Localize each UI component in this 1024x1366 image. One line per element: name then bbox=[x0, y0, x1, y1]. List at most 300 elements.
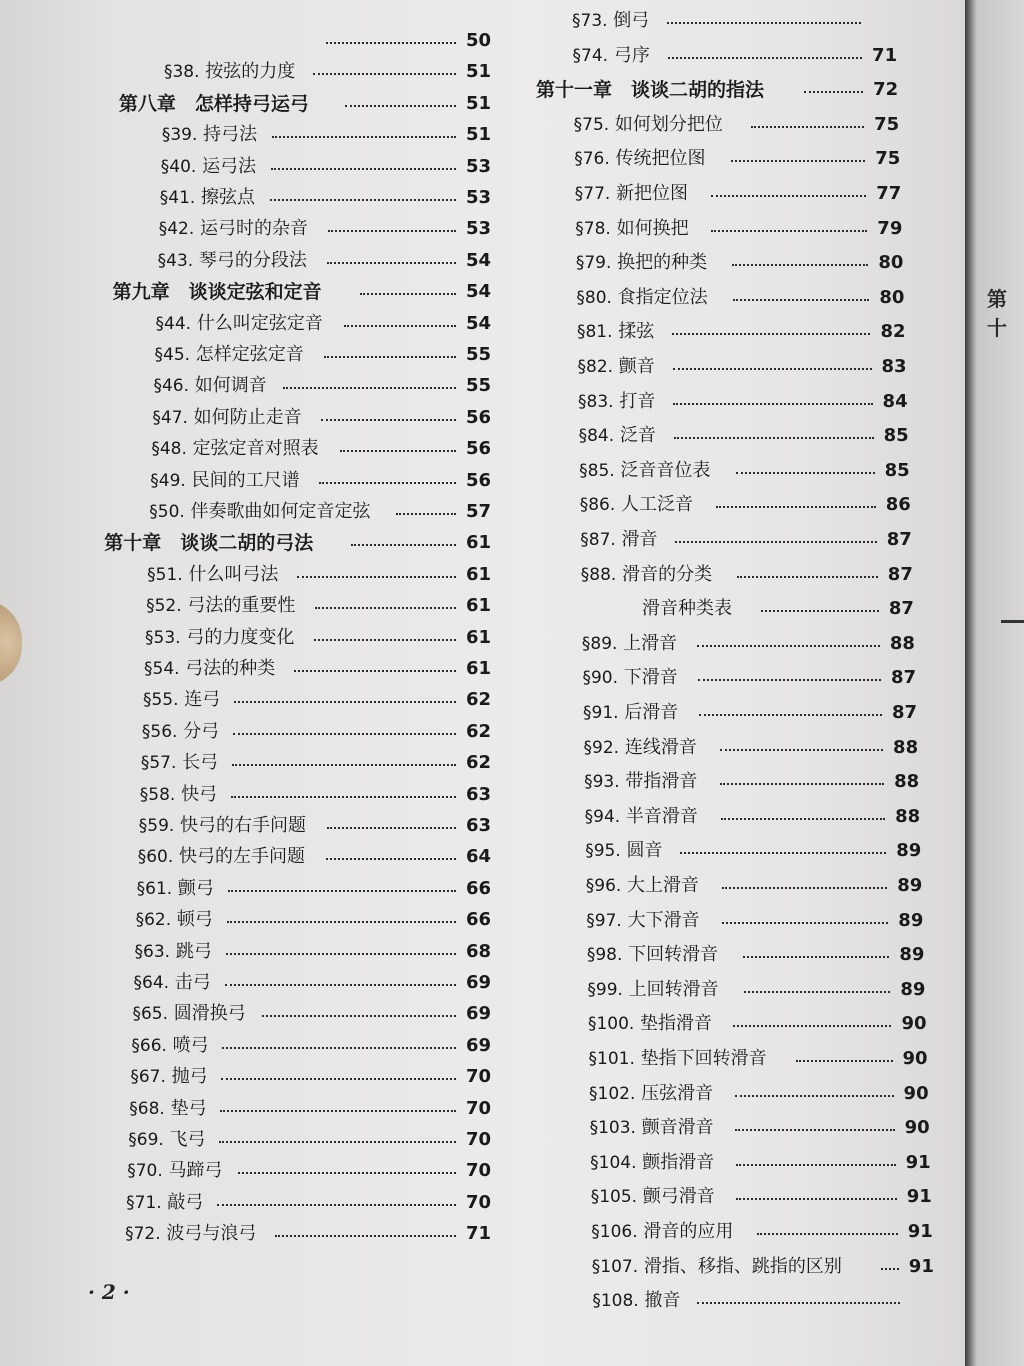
section-number: §85. bbox=[579, 460, 615, 481]
section-number: §55. bbox=[142, 690, 179, 711]
toc-entry-row bbox=[130, 1064, 500, 1090]
dot-leader bbox=[699, 714, 883, 716]
entry-title bbox=[161, 154, 256, 180]
page-number: 61 bbox=[465, 626, 492, 648]
title-text: 圆滑换弓 bbox=[173, 1003, 246, 1025]
title-text: 运弓时的杂音 bbox=[199, 218, 308, 240]
dot-leader bbox=[737, 576, 878, 578]
dot-leader bbox=[733, 1025, 891, 1027]
page-number: 87 bbox=[888, 598, 914, 620]
dot-leader bbox=[225, 984, 457, 986]
entry-title bbox=[591, 1184, 715, 1210]
chapter-title bbox=[113, 279, 322, 305]
dot-leader bbox=[667, 22, 861, 24]
entry-title bbox=[592, 1288, 680, 1314]
toc-entry-row bbox=[125, 1221, 500, 1247]
dot-leader bbox=[736, 1198, 897, 1200]
section-number: §95. bbox=[585, 841, 621, 862]
title-text: 倒弓 bbox=[613, 10, 650, 31]
entry-title bbox=[164, 59, 295, 85]
toc-entry-row bbox=[134, 970, 501, 996]
entry-title bbox=[580, 492, 693, 518]
section-number: §39. bbox=[161, 125, 198, 146]
toc-entry-row bbox=[576, 250, 913, 276]
dot-leader bbox=[721, 818, 886, 820]
dot-leader bbox=[733, 299, 870, 301]
section-number: §72. bbox=[125, 1224, 161, 1245]
section-number: §103. bbox=[589, 1118, 636, 1139]
page-number: 66 bbox=[465, 909, 492, 931]
toc-entry-row bbox=[574, 146, 909, 172]
section-number: §48. bbox=[151, 439, 187, 460]
page-number: 80 bbox=[878, 252, 904, 274]
toc-entry-row bbox=[579, 458, 919, 484]
page-number: 57 bbox=[466, 501, 492, 522]
dot-leader bbox=[321, 419, 456, 421]
title-text: 如何换把 bbox=[616, 217, 689, 239]
page-number: 90 bbox=[902, 1048, 928, 1069]
dot-leader bbox=[222, 1047, 456, 1049]
dot-leader bbox=[673, 368, 872, 370]
page-number: 87 bbox=[890, 667, 916, 689]
entry-title bbox=[642, 596, 732, 622]
entry-title bbox=[127, 1158, 222, 1184]
entry-title bbox=[156, 311, 323, 337]
dot-leader bbox=[271, 168, 456, 170]
page-number: 69 bbox=[465, 1034, 492, 1056]
page-number: 66 bbox=[465, 877, 492, 899]
section-number: §40. bbox=[160, 156, 197, 177]
toc-entry-row bbox=[127, 1158, 500, 1184]
dot-leader bbox=[804, 91, 863, 93]
title-text: 新把位图 bbox=[616, 183, 689, 204]
page-number: 87 bbox=[886, 529, 912, 550]
section-number: §61. bbox=[136, 878, 173, 899]
page-number: 51 bbox=[465, 124, 492, 146]
page-number: 87 bbox=[887, 563, 913, 585]
entry-title bbox=[143, 687, 220, 713]
title-text: 弓序 bbox=[613, 44, 650, 66]
page-number: 56 bbox=[465, 469, 492, 491]
entry-title bbox=[125, 1221, 256, 1247]
page-number: 69 bbox=[466, 972, 492, 993]
dot-leader bbox=[234, 701, 456, 703]
toc-entry-row bbox=[140, 782, 500, 808]
toc-entry-row bbox=[155, 342, 501, 368]
toc-entry-row bbox=[574, 112, 909, 138]
adjacent-page-rule bbox=[1001, 620, 1024, 623]
section-number: §38. bbox=[163, 62, 200, 83]
toc-entry-row bbox=[584, 769, 928, 795]
dot-leader bbox=[697, 1302, 900, 1304]
toc-entry-row bbox=[581, 562, 922, 588]
title-text: 马蹄弓 bbox=[168, 1160, 223, 1182]
entry-title bbox=[592, 1254, 842, 1280]
section-number: §64. bbox=[133, 973, 170, 993]
section-number: §62. bbox=[135, 910, 172, 931]
section-number: §74. bbox=[572, 45, 609, 66]
section-number: §73. bbox=[572, 11, 608, 31]
entry-title bbox=[582, 631, 677, 657]
title-text: 下滑音 bbox=[623, 667, 678, 689]
page-number: 75 bbox=[874, 113, 900, 135]
title-text: 换把的种类 bbox=[617, 252, 708, 274]
title-text: 撤音 bbox=[644, 1290, 681, 1312]
dot-leader bbox=[262, 1015, 456, 1017]
page-number: 63 bbox=[466, 815, 492, 836]
title-text: 颤指滑音 bbox=[642, 1151, 715, 1173]
dot-leader bbox=[326, 42, 456, 44]
entry-title bbox=[588, 1011, 712, 1037]
toc-entry-row bbox=[128, 1127, 500, 1153]
entry-title bbox=[574, 146, 705, 172]
page-number: 51 bbox=[465, 92, 492, 114]
section-number: §60. bbox=[137, 847, 174, 868]
dot-leader bbox=[735, 1095, 894, 1097]
toc-entry-row bbox=[132, 1001, 500, 1027]
dot-leader bbox=[360, 293, 456, 295]
entry-title bbox=[155, 342, 304, 368]
dot-leader bbox=[326, 858, 456, 860]
toc-entry-row bbox=[160, 185, 500, 211]
section-number: §50. bbox=[149, 502, 185, 522]
title-text: 什么叫定弦定音 bbox=[196, 312, 323, 334]
toc-entry-row bbox=[159, 216, 500, 242]
dot-leader bbox=[743, 956, 889, 958]
title-text: 垫指下回转滑音 bbox=[640, 1048, 767, 1069]
dot-leader bbox=[314, 639, 456, 641]
entry-title bbox=[151, 436, 318, 462]
entry-title bbox=[578, 354, 655, 380]
dot-leader bbox=[698, 679, 881, 681]
chapter-title bbox=[119, 91, 309, 117]
page-number: 72 bbox=[873, 79, 899, 101]
title-text: 分弓 bbox=[183, 720, 220, 742]
page-number: 88 bbox=[894, 771, 920, 793]
dot-leader bbox=[228, 890, 456, 892]
toc-entry-row bbox=[588, 1011, 936, 1037]
section-number: §47. bbox=[152, 407, 188, 428]
section-number: §78. bbox=[575, 218, 611, 239]
section-number: §91. bbox=[583, 703, 619, 723]
entry-title bbox=[162, 122, 257, 148]
toc-entry-row bbox=[580, 527, 921, 553]
page-number: 88 bbox=[893, 736, 919, 758]
section-number: §81. bbox=[576, 322, 613, 343]
page-number: 86 bbox=[885, 494, 911, 516]
title-text: 打音 bbox=[619, 390, 656, 412]
title-text: 怎样定弦定音 bbox=[195, 344, 304, 365]
page-number: 51 bbox=[465, 61, 492, 83]
entry-title bbox=[132, 1001, 245, 1027]
section-number: §70. bbox=[127, 1161, 163, 1182]
dot-leader bbox=[751, 126, 865, 128]
section-number: §75. bbox=[573, 114, 610, 135]
dot-leader bbox=[680, 852, 886, 854]
toc-entry-row bbox=[584, 735, 928, 761]
entry-title bbox=[586, 908, 699, 934]
dot-leader bbox=[675, 541, 877, 543]
toc-entry-row bbox=[578, 354, 916, 380]
section-number: §54. bbox=[144, 659, 180, 679]
toc-entry-row bbox=[575, 216, 911, 242]
title-text: 圆音 bbox=[626, 840, 663, 862]
toc-entry-row bbox=[591, 1219, 942, 1245]
page-number: 77 bbox=[876, 183, 902, 204]
section-number: §57. bbox=[140, 753, 177, 774]
entry-title bbox=[589, 1046, 767, 1072]
page-number: 80 bbox=[879, 286, 905, 308]
section-number: §93. bbox=[584, 772, 620, 793]
title-text: 传统把位图 bbox=[615, 148, 706, 170]
section-number: §43. bbox=[157, 250, 194, 271]
title-text: 泛音 bbox=[619, 425, 656, 447]
page-number: 56 bbox=[465, 406, 492, 428]
dot-leader bbox=[275, 1235, 456, 1237]
page-number: 89 bbox=[900, 978, 926, 1000]
entry-title bbox=[572, 8, 649, 34]
dot-leader bbox=[732, 264, 868, 266]
dot-leader bbox=[672, 333, 871, 335]
toc-entry-row bbox=[142, 719, 500, 745]
toc-entry-row bbox=[589, 1081, 938, 1107]
page-number: 90 bbox=[901, 1013, 927, 1035]
entry-title bbox=[146, 593, 295, 619]
section-number: §104. bbox=[590, 1152, 637, 1173]
section-number: §96. bbox=[585, 876, 622, 896]
entry-title bbox=[147, 562, 278, 588]
title-text: 颤音滑音 bbox=[641, 1117, 714, 1139]
toc-entry-row bbox=[592, 1254, 943, 1280]
page-number: 89 bbox=[897, 875, 923, 896]
section-number: §84. bbox=[578, 426, 615, 447]
adjacent-page-edge bbox=[965, 0, 1024, 1366]
title-text: 击弓 bbox=[174, 972, 211, 993]
title-text: 揉弦 bbox=[618, 321, 655, 343]
entry-title bbox=[145, 625, 294, 651]
section-number: §44. bbox=[155, 313, 192, 334]
title-text: 食指定位法 bbox=[617, 286, 708, 308]
page-number: 54 bbox=[465, 249, 492, 271]
toc-entry-row bbox=[149, 499, 500, 525]
toc-entry-row bbox=[150, 468, 500, 494]
toc-entry-row bbox=[591, 1184, 941, 1210]
dot-leader bbox=[673, 403, 873, 405]
title-text: 定弦定音对照表 bbox=[192, 438, 319, 460]
title-text: 泛音音位表 bbox=[620, 459, 711, 481]
dot-leader bbox=[796, 1060, 893, 1062]
toc-entry-row bbox=[153, 373, 500, 399]
toc-entry-row bbox=[590, 1115, 939, 1141]
toc-entry-row bbox=[156, 311, 500, 337]
title-text: 下回转滑音 bbox=[628, 944, 719, 966]
entry-title bbox=[590, 1150, 714, 1176]
page-number: 50 bbox=[466, 30, 492, 51]
dot-leader bbox=[219, 1141, 456, 1143]
entry-title bbox=[575, 216, 688, 242]
dot-leader bbox=[711, 230, 867, 232]
dot-leader bbox=[272, 136, 456, 138]
section-number: §66. bbox=[131, 1035, 167, 1056]
page-number: 62 bbox=[465, 720, 492, 742]
page-number: 70 bbox=[465, 1066, 492, 1088]
toc-entry-row bbox=[590, 1150, 940, 1176]
page-number: 70 bbox=[466, 1129, 492, 1150]
dot-leader bbox=[328, 230, 456, 232]
page-number: 85 bbox=[883, 425, 909, 447]
title-text: 波弓与浪弓 bbox=[166, 1223, 257, 1245]
dot-leader bbox=[744, 991, 891, 993]
entry-title bbox=[589, 1081, 713, 1107]
toc-entry-row bbox=[587, 977, 934, 1003]
dot-leader bbox=[736, 1164, 896, 1166]
title-text: 弓法的种类 bbox=[185, 658, 276, 679]
toc-chapter-row bbox=[536, 77, 907, 103]
toc-entry-row bbox=[587, 942, 934, 968]
section-number: §87. bbox=[580, 530, 616, 550]
page-number: 90 bbox=[904, 1117, 930, 1139]
toc-entry-row bbox=[136, 907, 500, 933]
toc-entry-row bbox=[580, 492, 920, 518]
page-number: 70 bbox=[465, 1191, 492, 1213]
toc-entry-row bbox=[131, 1033, 500, 1059]
title-text: 飞弓 bbox=[169, 1129, 206, 1150]
toc-entry-row bbox=[310, 28, 500, 54]
page-number: 53 bbox=[466, 187, 492, 208]
page-number: 88 bbox=[889, 632, 915, 654]
page-number: 71 bbox=[872, 44, 898, 66]
toc-entry-row bbox=[577, 319, 915, 345]
page-number: 91 bbox=[908, 1255, 934, 1277]
toc-entry-row bbox=[137, 876, 500, 902]
section-number: §51. bbox=[147, 564, 183, 585]
title-text: 大上滑音 bbox=[627, 875, 700, 896]
section-number: §67. bbox=[130, 1067, 166, 1088]
dot-leader bbox=[396, 513, 456, 515]
entry-title bbox=[580, 527, 657, 553]
toc-chapter-row bbox=[104, 530, 500, 556]
title-text: 带指滑音 bbox=[625, 771, 698, 793]
dot-leader bbox=[327, 262, 456, 264]
section-number: §77. bbox=[574, 184, 611, 204]
page-number: 55 bbox=[465, 375, 492, 397]
chapter-title bbox=[536, 77, 764, 103]
section-number: §49. bbox=[150, 470, 186, 491]
title-text: 弓的力度变化 bbox=[186, 626, 295, 648]
entry-title bbox=[141, 750, 218, 776]
section-number: §92. bbox=[583, 737, 620, 758]
dot-leader bbox=[232, 764, 456, 766]
section-number: §97. bbox=[586, 910, 622, 931]
entry-title bbox=[136, 907, 213, 933]
section-number: §101. bbox=[588, 1049, 635, 1069]
entry-title bbox=[126, 1190, 203, 1216]
title-text: 运弓法 bbox=[202, 155, 257, 177]
toc-entry-row bbox=[575, 181, 911, 207]
dot-leader bbox=[340, 450, 456, 452]
entry-title bbox=[135, 939, 212, 965]
page-number: 75 bbox=[875, 148, 901, 170]
entry-title bbox=[584, 769, 697, 795]
toc-entry-row bbox=[572, 8, 905, 34]
title-text: 按弦的力度 bbox=[205, 61, 296, 83]
section-number: §80. bbox=[576, 287, 612, 308]
page-number: 61 bbox=[465, 532, 492, 554]
title-text: 人工泛音 bbox=[620, 494, 693, 516]
toc-entry-row bbox=[161, 154, 500, 180]
page-number: 88 bbox=[895, 805, 921, 827]
entry-title bbox=[573, 43, 650, 69]
dot-leader bbox=[697, 645, 880, 647]
entry-title bbox=[137, 876, 214, 902]
dot-leader bbox=[344, 325, 456, 327]
toc-entry-row bbox=[143, 687, 500, 713]
title-text: 如何划分把位 bbox=[614, 113, 723, 135]
dot-leader bbox=[217, 1204, 456, 1206]
entry-title bbox=[130, 1064, 207, 1090]
section-number: §45. bbox=[154, 345, 191, 365]
entry-title bbox=[585, 838, 662, 864]
section-number: §106. bbox=[591, 1222, 638, 1242]
section-number: §90. bbox=[582, 668, 618, 689]
entry-title bbox=[587, 977, 718, 1003]
entry-title bbox=[152, 405, 301, 431]
page-number: 71 bbox=[465, 1223, 492, 1245]
section-number: §53. bbox=[145, 627, 181, 648]
title-text: 滑指、移指、跳指的区别 bbox=[643, 1255, 842, 1277]
entry-title bbox=[578, 389, 655, 415]
title-text: 颤弓 bbox=[177, 877, 214, 899]
section-number: §68. bbox=[129, 1098, 165, 1119]
title-text: 上回转滑音 bbox=[628, 978, 719, 1000]
title-text: 第十章 谈谈二胡的弓法 bbox=[104, 532, 314, 555]
page-number: 56 bbox=[465, 438, 492, 460]
entry-title bbox=[574, 112, 723, 138]
entry-title bbox=[140, 782, 217, 808]
page-number: 63 bbox=[465, 783, 492, 805]
toc-entry-row bbox=[135, 939, 500, 965]
page-number: 70 bbox=[465, 1097, 492, 1119]
page-number: 79 bbox=[877, 217, 903, 239]
page-number: 68 bbox=[465, 940, 492, 962]
entry-title bbox=[150, 468, 299, 494]
section-number: §41. bbox=[159, 188, 196, 208]
page-number: 87 bbox=[892, 702, 918, 723]
section-number: §86. bbox=[579, 495, 616, 516]
dot-leader bbox=[711, 195, 867, 197]
entry-title bbox=[160, 185, 255, 211]
dot-leader bbox=[720, 749, 884, 751]
entry-title bbox=[158, 248, 307, 274]
chapter-title bbox=[104, 530, 313, 556]
title-text: 大下滑音 bbox=[627, 909, 700, 931]
title-text: 民间的工尺谱 bbox=[191, 469, 300, 491]
dot-leader bbox=[319, 482, 456, 484]
title-text: 如何调音 bbox=[194, 375, 267, 397]
section-number: §42. bbox=[158, 219, 195, 240]
page-number: 91 bbox=[905, 1151, 931, 1173]
page-number: 91 bbox=[907, 1221, 933, 1242]
dot-leader bbox=[735, 1129, 895, 1131]
toc-entry-row bbox=[583, 700, 926, 726]
toc-entry-row bbox=[576, 285, 913, 311]
entry-title bbox=[583, 700, 678, 726]
dot-leader bbox=[313, 73, 456, 75]
entry-title bbox=[576, 285, 707, 311]
entry-title bbox=[579, 423, 656, 449]
page-number: 82 bbox=[880, 321, 906, 343]
title-text: 顿弓 bbox=[176, 909, 213, 931]
